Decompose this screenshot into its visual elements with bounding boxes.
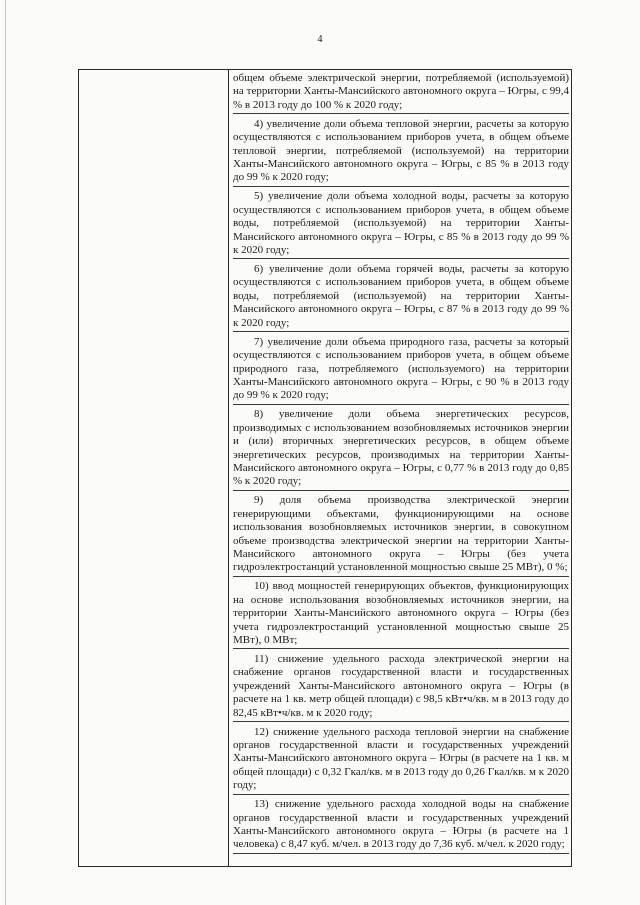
paragraph-item-5: 5) увеличение доли объема холодной воды, расчеты за которую осуществляются с использованием приборов учета, в общем объеме воды, потребляемой (используемой) на территории Ханты-Мансийского автономного округа – Югры, с 85 % в 2013 году до 99 % к 2020 году;	[233, 190, 569, 259]
paragraph-item-6: 6) увеличение доли объема горячей воды, расчеты за которую осуществляются с использованием приборов учета, в общем объеме воды, потребляемой (используемой) на территории Ханты-Мансийского автономного округа – Югры, с 87 % в 2013 году до 99 % к 2020 году;	[233, 263, 569, 332]
table-right-column	[230, 70, 572, 857]
paragraph-item-13: 13) снижение удельного расхода холодной воды на снабжение органов государственной власти и государственных учреждений Ханты-Мансийского автономного округа – Югры (в расчете на 1 человека) с 8,47 куб. м/чел. в 2013 году до 7,36 куб. м/чел. к 2020 году;	[233, 798, 569, 854]
paragraph-item-11: 11) снижение удельного расхода электрической энергии на снабжение органов государственной власти и государственных учреждений Ханты-Мансийского автономного округа – Югры (в расчете на 1 кв. метр общей площади) с 98,5 кВт•ч/кв. м в 2013 году до 82,45 кВт•ч/кв. м к 2020 году;	[233, 653, 569, 722]
document-table	[78, 69, 572, 867]
paragraph-item-9: 9) доля объема производства электрической энергии генерирующими объектами, функционирующими на основе использования возобновляемых источников энергии, в совокупном объеме производства электрической энергии на территории Ханты-Мансийского автономного округа – Югры (без учета гидроэлектростанций установленной мощностью свыше 25 МВт), 0 %;	[233, 494, 569, 576]
paragraph-item-8: 8) увеличение доли объема энергетических ресурсов, производимых с использованием возобновляемых источников энергии и (или) вторичных энергетических ресурсов, в общем объеме энергетических ресурсов, производимых на территории Ханты-Мансийского автономного округа – Югры, с 0,77 % в 2013 году до 0,85 % к 2020 году;	[233, 408, 569, 490]
paragraph-item-4: 4) увеличение доли объема тепловой энергии, расчеты за которую осуществляются с использованием приборов учета, в общем объеме тепловой энергии, потребляемой (используемой) на территории Ханты-Мансийского автономного округа – Югры, с 85 % в 2013 году до 99 % к 2020 году;	[233, 118, 569, 187]
page-number: 4	[317, 34, 323, 45]
scan-edge-line	[5, 0, 6, 905]
paragraph-3-continuation: общем объеме электрической энергии, потребляемой (используемой) на территории Ханты-Мансийского автономного округа – Югры, с 99,4 % в 2013 году до 100 % к 2020 году;	[233, 72, 569, 114]
paragraph-item-7: 7) увеличение доли объема природного газа, расчеты за который осуществляются с использованием приборов учета, в общем объеме природного газа, потребляемого (используемого) на территории Ханты-Мансийского автономного округа – Югры, с 90 % в 2013 году до 99 % к 2020 году;	[233, 336, 569, 405]
paragraph-item-12: 12) снижение удельного расхода тепловой энергии на снабжение органов государственной власти и государственных учреждений Ханты-Мансийского автономного округа – Югры (в расчете на 1 кв. м общей площади) с 0,32 Гкал/кв. м в 2013 году до 0,26 Гкал/кв. м к 2020 году;	[233, 726, 569, 795]
table-left-column	[79, 70, 229, 866]
paragraph-item-10: 10) ввод мощностей генерирующих объектов, функционирующих на основе использования возобновляемых источников энергии, на территории Ханты-Мансийского автономного округа – Югры (без учета гидроэлектростанций установленной мощностью свыше 25 МВт), 0 МВт;	[233, 580, 569, 649]
